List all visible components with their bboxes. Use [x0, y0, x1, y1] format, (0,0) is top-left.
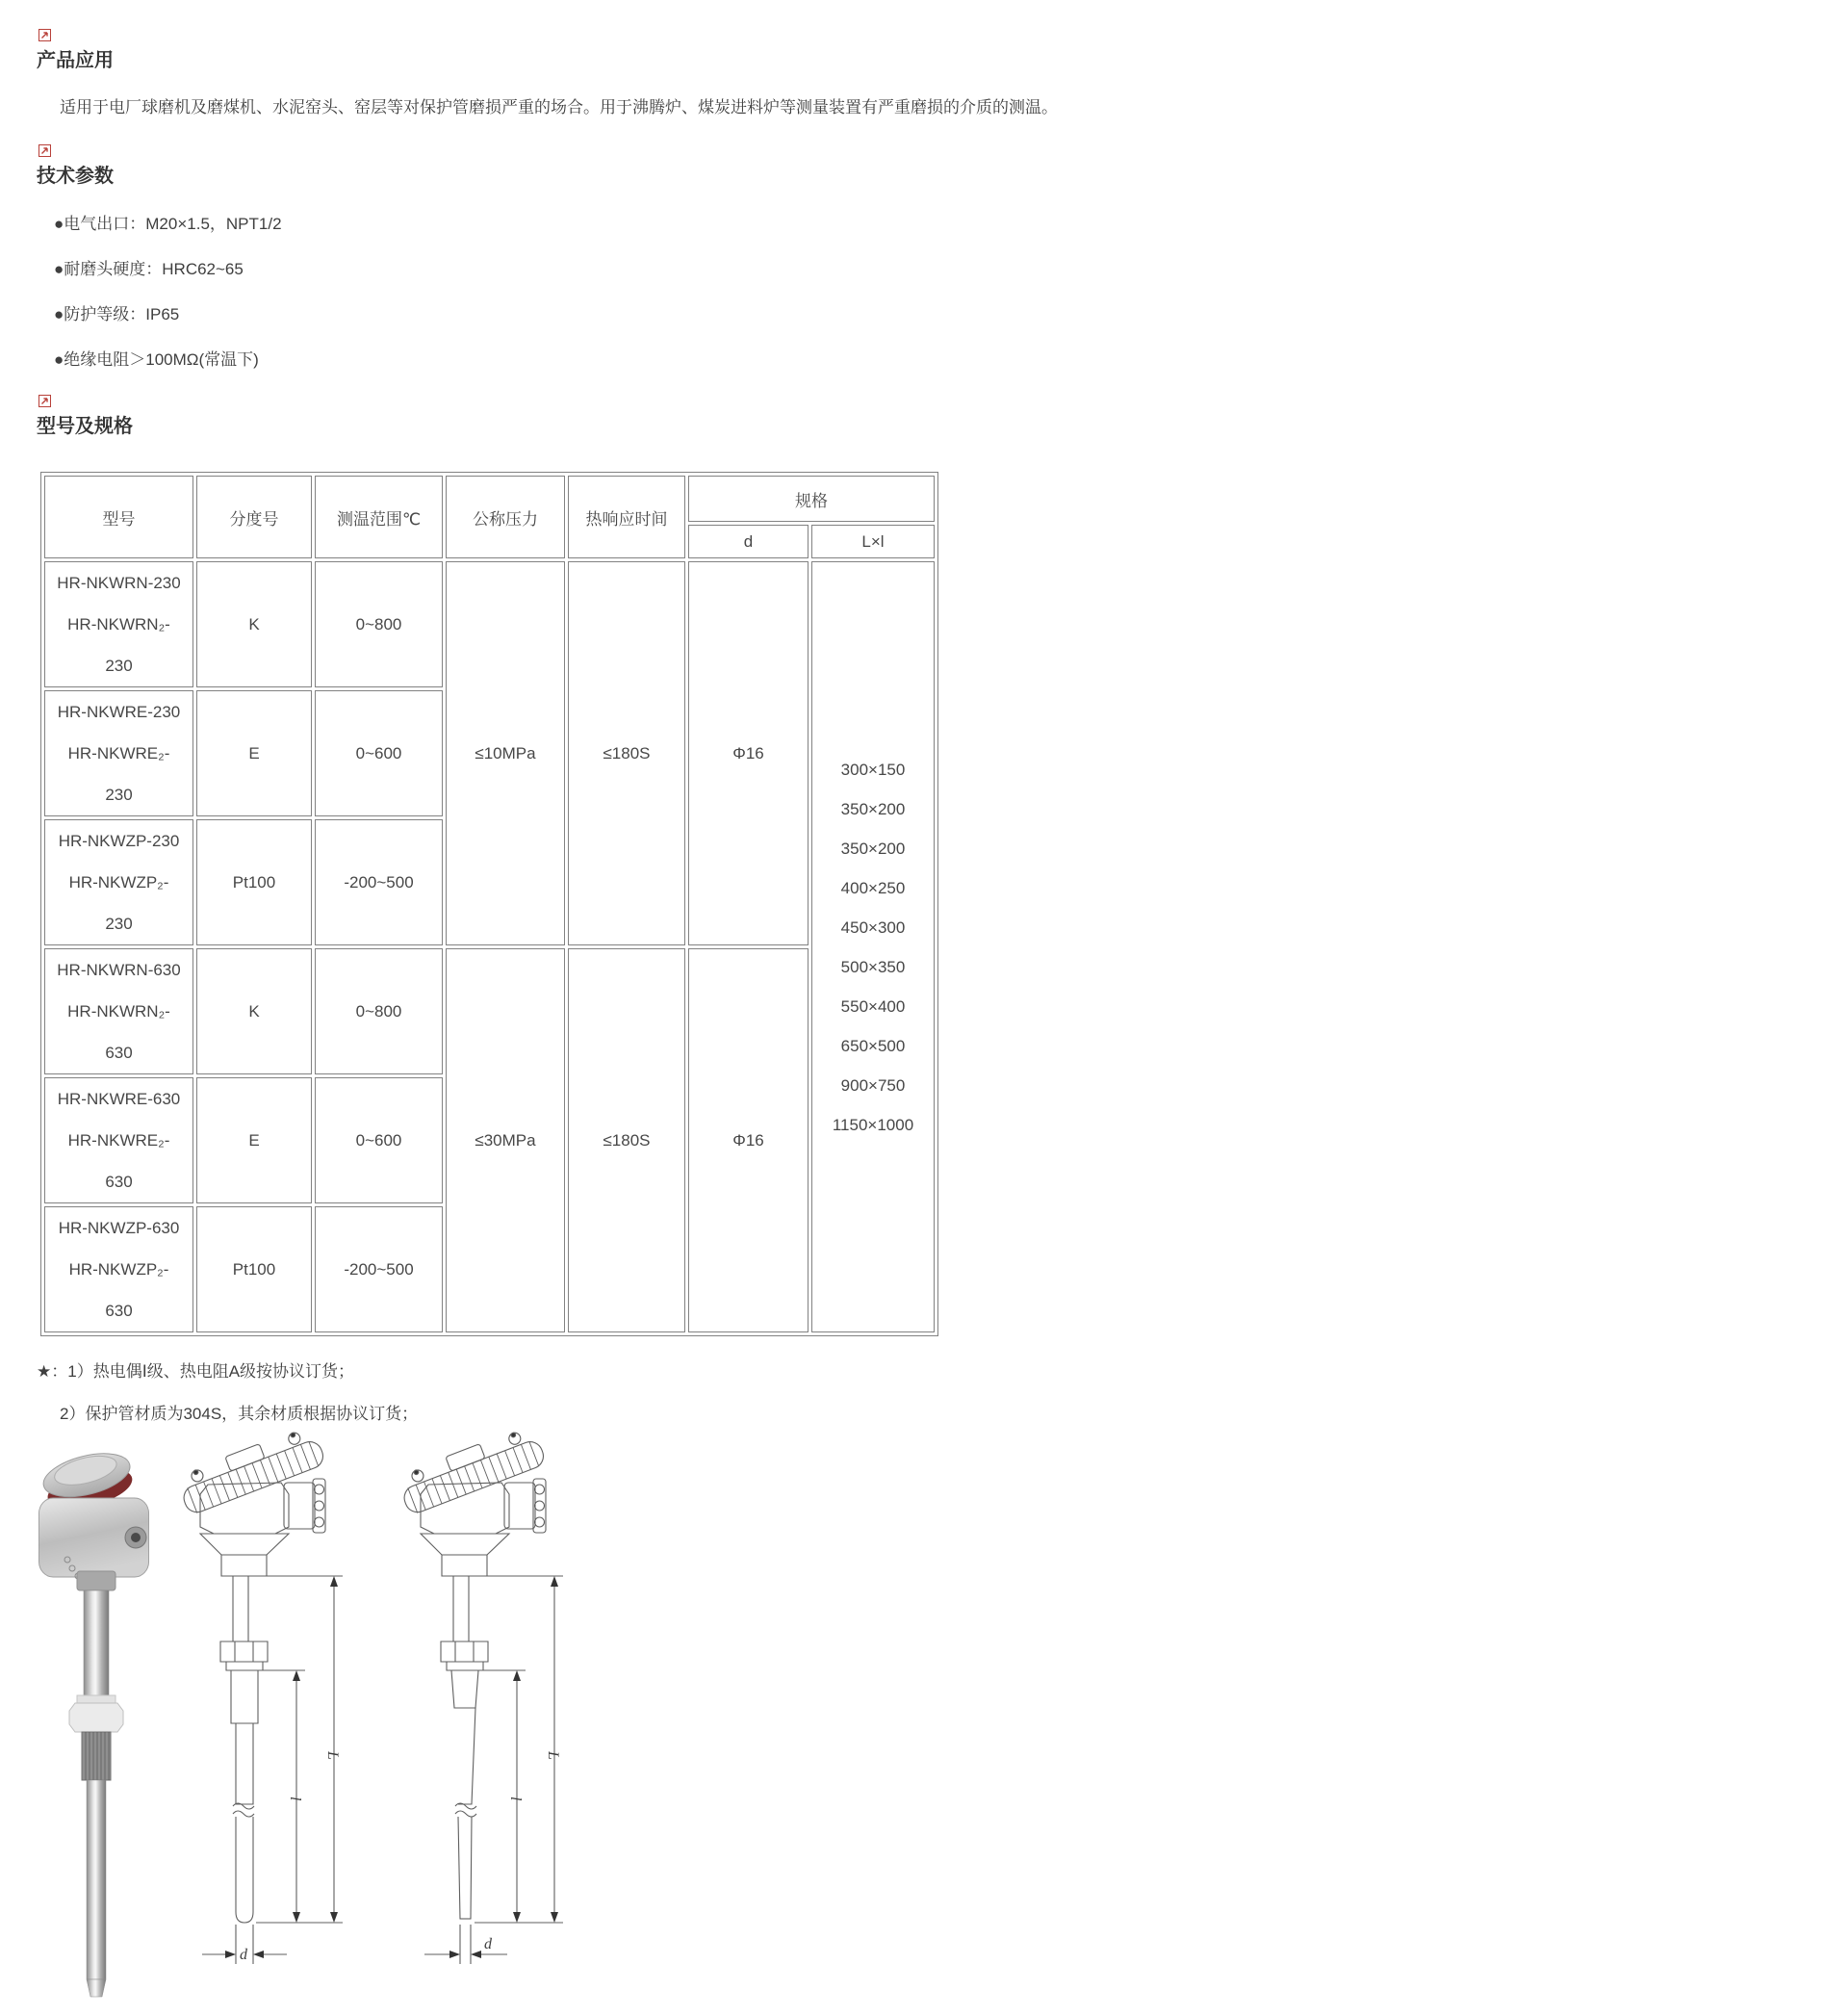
lxl-value: 350×200 [840, 799, 906, 818]
dim-label-d: d [240, 1947, 247, 1963]
parameter-item: ●电气出口：M20×1.5，NPT1/2 [54, 215, 282, 233]
model-cell [44, 819, 193, 945]
technical-drawing-tapered [399, 1438, 582, 2002]
col-header-d: d [688, 525, 808, 558]
col-header-response: 热响应时间 [568, 476, 685, 558]
dim-label-L: L [545, 1751, 561, 1760]
pressure-cell: ≤10MPa [446, 561, 565, 945]
graduation-cell: K [196, 561, 312, 687]
diameter-cell: Φ16 [688, 948, 808, 1332]
product-page [0, 29, 1848, 1963]
model-line: HR-NKWRE-230 [57, 703, 181, 721]
model-line: 230 [105, 657, 133, 675]
model-line: 630 [105, 1302, 133, 1320]
lxl-value: 1150×1000 [832, 1115, 914, 1134]
response-cell: ≤180S [568, 561, 685, 945]
model-line: HR-NKWRE₂- [67, 744, 170, 762]
technical-drawing-straight [179, 1438, 362, 2002]
col-header-range: 测温范围℃ [315, 476, 443, 558]
model-line: 230 [105, 915, 133, 933]
range-cell: 0~800 [315, 948, 443, 1074]
application-description: 适用于电厂球磨机及磨煤机、水泥窑头、窑层等对保护管磨损严重的场合。用于沸腾炉、煤炭进料炉等测量装置有严重磨损的介质的测温。 [60, 98, 1058, 116]
graduation-cell: K [196, 948, 312, 1074]
lxl-value: 900×750 [840, 1075, 906, 1095]
table-header-row [44, 476, 935, 522]
model-line: HR-NKWRN-630 [57, 961, 181, 979]
footnote-2: 2）保护管材质为304S，其余材质根据协议订货； [60, 1405, 419, 1423]
model-line: HR-NKWZP₂- [68, 1260, 169, 1279]
model-line: HR-NKWRE-630 [57, 1090, 181, 1108]
response-cell: ≤180S [568, 948, 685, 1332]
lxl-value: 400×250 [840, 878, 906, 897]
col-header-pressure: 公称压力 [446, 476, 565, 558]
lxl-value: 350×200 [840, 839, 906, 858]
model-cell [44, 1206, 193, 1332]
graduation-cell: E [196, 690, 312, 816]
diameter-cell: Φ16 [688, 561, 808, 945]
range-cell: -200~500 [315, 1206, 443, 1332]
range-cell: 0~600 [315, 690, 443, 816]
model-cell [44, 1077, 193, 1203]
section-title-application: 产品应用 [37, 50, 114, 71]
col-header-spec-group: 规格 [688, 476, 935, 522]
lxl-cell [811, 561, 935, 1332]
table-row [44, 948, 935, 1074]
graduation-cell: Pt100 [196, 819, 312, 945]
section-marker-icon [38, 29, 51, 41]
figure-strip [0, 1438, 1848, 2016]
range-cell: 0~600 [315, 1077, 443, 1203]
section-marker-icon [38, 144, 51, 157]
dim-label-d: d [484, 1936, 492, 1952]
col-header-graduation: 分度号 [196, 476, 312, 558]
model-cell [44, 561, 193, 687]
model-line: HR-NKWRN₂- [67, 615, 170, 633]
model-cell [44, 690, 193, 816]
model-line: HR-NKWRN₂- [67, 1002, 170, 1021]
col-header-model: 型号 [44, 476, 193, 558]
parameter-item: ●绝缘电阻＞100MΩ(常温下) [54, 350, 259, 369]
model-line: HR-NKWZP-630 [58, 1219, 180, 1237]
section-title-models: 型号及规格 [37, 416, 133, 437]
table-row [44, 561, 935, 687]
section-title-parameters: 技术参数 [37, 166, 114, 187]
parameter-item: ●防护等级：IP65 [54, 305, 180, 323]
lxl-value: 500×350 [840, 957, 906, 976]
graduation-cell: E [196, 1077, 312, 1203]
range-cell: 0~800 [315, 561, 443, 687]
graduation-cell: Pt100 [196, 1206, 312, 1332]
dim-label-l: l [507, 1796, 524, 1801]
pressure-cell: ≤30MPa [446, 948, 565, 1332]
dim-label-l: l [287, 1796, 303, 1801]
parameter-item: ●耐磨头硬度：HRC62~65 [54, 260, 244, 278]
model-line: HR-NKWZP₂- [68, 873, 169, 892]
model-line: 630 [105, 1044, 133, 1062]
lxl-value: 300×150 [840, 760, 906, 779]
dim-label-L: L [324, 1751, 341, 1760]
section-marker-icon [38, 395, 51, 407]
spec-table [40, 472, 938, 1336]
range-cell: -200~500 [315, 819, 443, 945]
col-header-lxl: L×l [811, 525, 935, 558]
model-line: 630 [105, 1173, 133, 1191]
model-line: HR-NKWZP-230 [58, 832, 180, 850]
parameter-list [0, 215, 1848, 370]
lxl-value: 650×500 [840, 1036, 906, 1055]
model-line: HR-NKWRE₂- [67, 1131, 170, 1150]
lxl-value: 450×300 [840, 918, 906, 937]
model-line: HR-NKWRN-230 [57, 574, 181, 592]
lxl-value: 550×400 [840, 996, 906, 1016]
product-photo [38, 1444, 156, 2003]
footnote-1: ★：1）热电偶Ⅰ级、热电阻A级按协议订货； [37, 1362, 355, 1381]
model-cell [44, 948, 193, 1074]
model-line: 230 [105, 786, 133, 804]
